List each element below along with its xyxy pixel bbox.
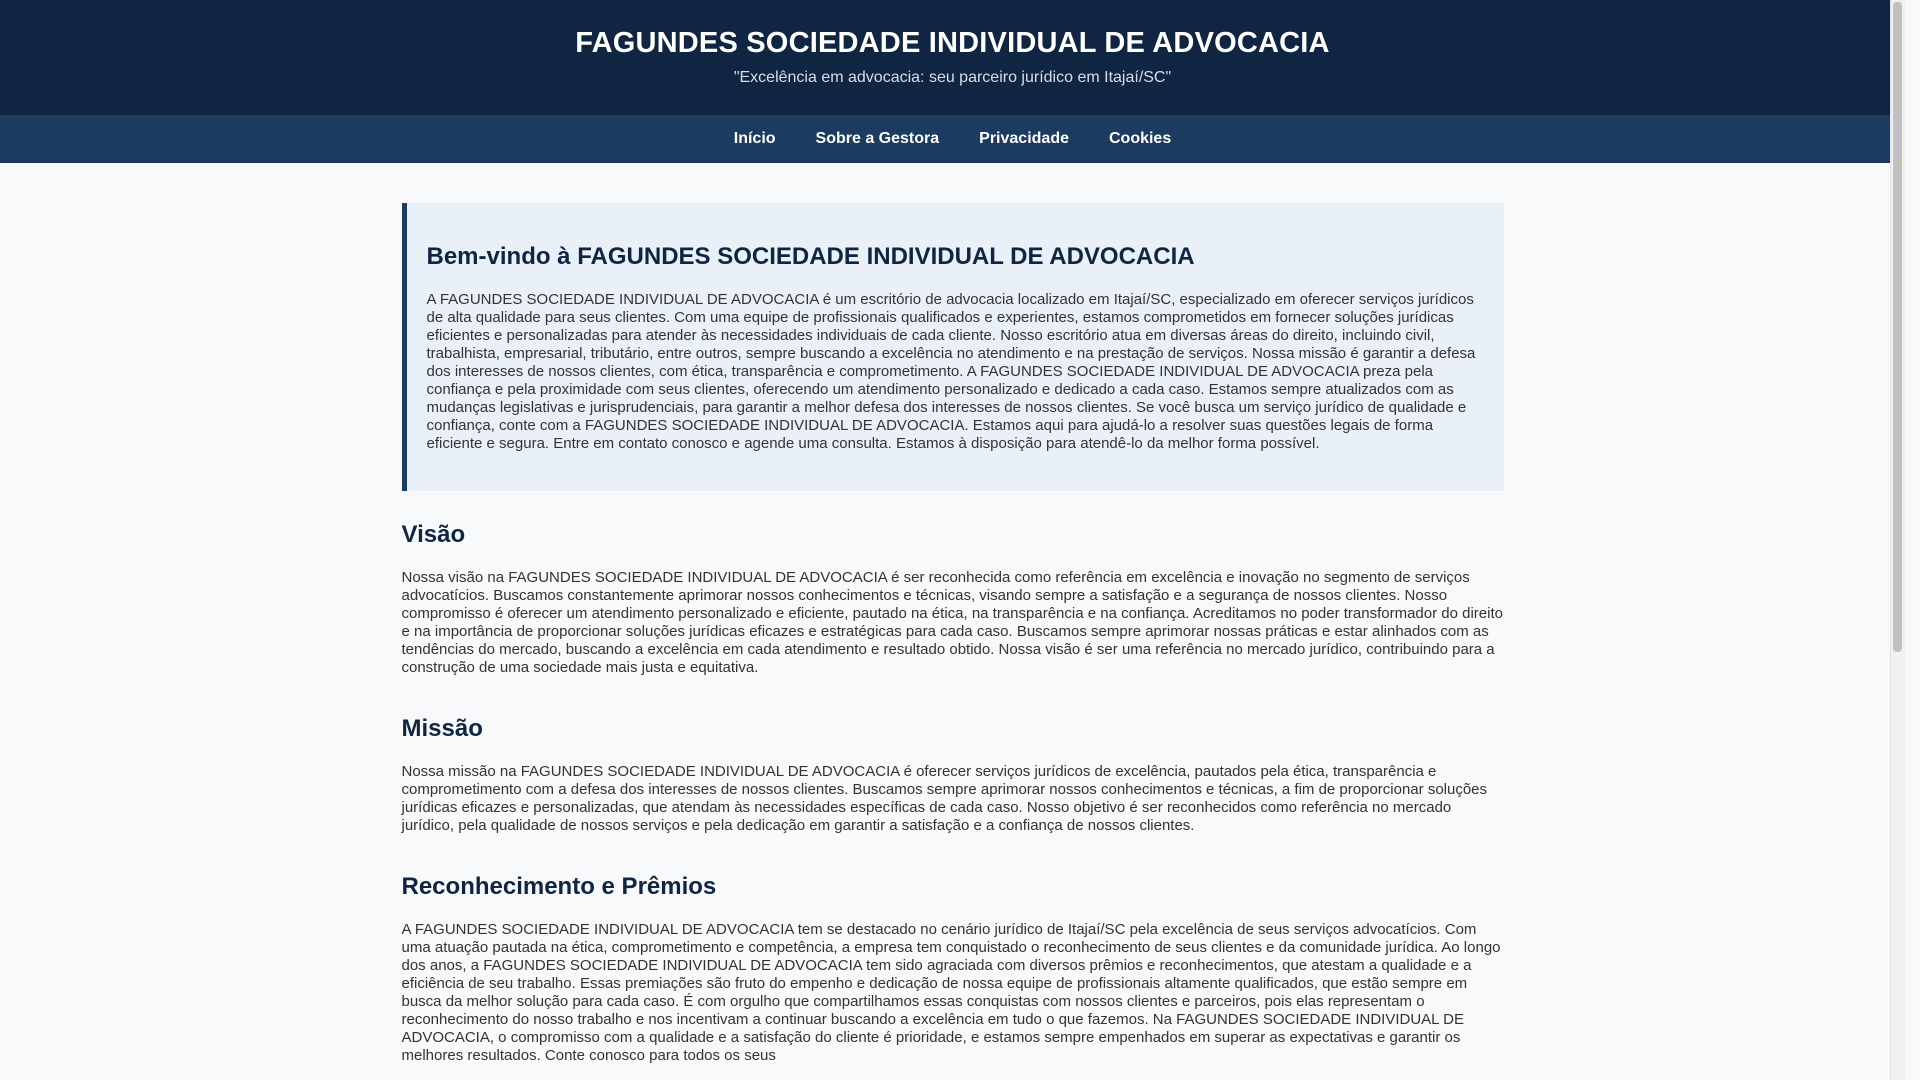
nav-link-privacidade[interactable]: Privacidade	[979, 130, 1069, 147]
section-heading-visao: Visão	[401, 521, 466, 548]
intro-heading: Bem-vindo à FAGUNDES SOCIEDADE INDIVIDUAL DE ADVOCACIA	[426, 243, 1195, 270]
site-title: FAGUNDES SOCIEDADE INDIVIDUAL DE ADVOCACIA	[575, 27, 1330, 59]
intro-box	[402, 203, 1504, 491]
vertical-scrollbar[interactable]	[1890, 0, 1905, 1080]
main-content	[402, 203, 1504, 1065]
main-nav	[0, 115, 1905, 163]
site-header	[0, 0, 1905, 115]
section-missao	[402, 715, 1504, 835]
section-text-visao: Nossa visão na FAGUNDES SOCIEDADE INDIVIDUAL DE ADVOCACIA é ser reconhecida como referência em excelência e inovação no segmento de serviços advocatícios. Buscamos constantemente aprimorar nossos conhecimentos e técnicas, visando sempre a satisfação e a segurança de nossos clientes. Nosso compromisso é oferecer um atendimento personalizado e eficiente, pautado na ética, na transparência e na confiança. Acreditamos no poder transformador do direito e na importância de proporcionar soluções jurídicas eficazes e estratégicas para cada caso. Buscamos sempre aprimorar nossas práticas e estar alinhados com as tendências do mercado, buscando a excelência em cada atendimento e resultado obtido. Nossa visão é ser uma referência no mercado jurídico, contribuindo para a construção de uma sociedade mais justa e equitativa.	[401, 569, 1503, 676]
nav-link-cookies[interactable]: Cookies	[1108, 130, 1172, 147]
section-text-missao: Nossa missão na FAGUNDES SOCIEDADE INDIVIDUAL DE ADVOCACIA é oferecer serviços jurídicos de excelência, pautados pela ética, transparência e comprometimento com a defesa dos interesses de nossos clientes. Buscamos sempre aprimorar nossos conhecimentos e técnicas, a fim de proporcionar soluções jurídicas eficazes e personalizadas, que atendam às necessidades específicas de cada caso. Nosso objetivo é ser reconhecidos como referência no mercado jurídico, pela qualidade de nossos serviços e pela dedicação em garantir a satisfação e a confiança de nossos clientes.	[401, 763, 1488, 834]
site-tagline: "Excelência em advocacia: seu parceiro jurídico em Itajaí/SC"	[733, 69, 1172, 86]
intro-text: A FAGUNDES SOCIEDADE INDIVIDUAL DE ADVOCACIA é um escritório de advocacia localizado em Itajaí/SC, especializado em oferecer serviços jurídicos de alta qualidade para seus clientes. Com uma equipe de profissionais qualificados e experientes, estamos comprometidos em fornecer soluções jurídicas eficientes e personalizadas para atender às necessidades individuais de cada cliente. Nosso escritório atua em diversas áreas do direito, incluindo civil, trabalhista, empresarial, tributário, entre outros, sempre buscando a excelência no atendimento e na prestação de serviços. Nossa missão é garantir a defesa dos interesses de nossos clientes, com ética, transparência e comprometimento. A FAGUNDES SOCIEDADE INDIVIDUAL DE ADVOCACIA preza pela confiança e pela proximidade com seus clientes, oferecendo um atendimento personalizado e dedicado a cada caso. Estamos sempre atualizados com as mudanças legislativas e jurisprudenciais, para garantir a melhor defesa dos interesses de nossos clientes. Se você busca um serviço jurídico de qualidade e confiança, conte com a FAGUNDES SOCIEDADE INDIVIDUAL DE ADVOCACIA. Estamos aqui para ajudá-lo a resolver suas questões legais de forma eficiente e segura. Entre em contato conosco e agende uma consulta. Estamos à disposição para atendê-lo da melhor forma possível.	[426, 291, 1476, 452]
section-text-reconhecimento: A FAGUNDES SOCIEDADE INDIVIDUAL DE ADVOCACIA tem se destacado no cenário jurídico de Itajaí/SC pela excelência de seus serviços advocatícios. Com uma atuação pautada na ética, comprometimento e competência, a empresa tem conquistado o reconhecimento de seus clientes e da comunidade jurídica. Ao longo dos anos, a FAGUNDES SOCIEDADE INDIVIDUAL DE ADVOCACIA tem sido agraciada com diversos prêmios e reconhecimentos, que atestam a qualidade e a eficiência de seu trabalho. Essas premiações são fruto do empenho e dedicação de nossa equipe de profissionais altamente qualificados, que estão sempre em busca da melhor solução para cada caso. É com orgulho que compartilhamos essas conquistas com nossos clientes e parceiros, pois elas representam o reconhecimento do nosso trabalho e nos incentivam a continuar buscando a excelência em tudo o que fazemos. Na FAGUNDES SOCIEDADE INDIVIDUAL DE ADVOCACIA, o compromisso com a qualidade e a satisfação do cliente é prioridade, e estamos sempre empenhados em superar as expectativas e garantir os melhores resultados. Conte conosco para todos os seus	[401, 921, 1501, 1064]
scrollbar-thumb[interactable]	[1893, 2, 1902, 652]
section-heading-reconhecimento: Reconhecimento e Prêmios	[401, 873, 717, 900]
section-visao	[402, 521, 1504, 677]
section-reconhecimento	[402, 873, 1504, 1065]
section-heading-missao: Missão	[401, 715, 483, 742]
nav-link-inicio[interactable]: Início	[733, 130, 776, 147]
nav-link-sobre-a-gestora[interactable]: Sobre a Gestora	[815, 130, 940, 147]
